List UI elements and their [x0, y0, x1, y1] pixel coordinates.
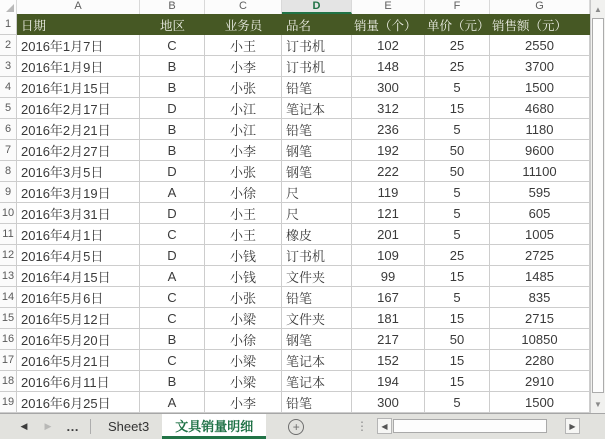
cell[interactable]: 钢笔: [282, 161, 352, 182]
cell[interactable]: B: [140, 329, 205, 350]
cell[interactable]: C: [140, 35, 205, 56]
column-headers: [0, 0, 590, 14]
cell[interactable]: 1500: [490, 77, 590, 98]
cell[interactable]: 钢笔: [282, 329, 352, 350]
cell[interactable]: 15: [425, 266, 490, 287]
row-number[interactable]: 7: [0, 140, 17, 161]
cell[interactable]: D: [140, 161, 205, 182]
cell[interactable]: C: [140, 308, 205, 329]
cell[interactable]: 194: [352, 371, 425, 392]
cell[interactable]: 1485: [490, 266, 590, 287]
cell[interactable]: A: [140, 182, 205, 203]
cell[interactable]: 小江: [205, 119, 282, 140]
header-cell[interactable]: 销售额（元）: [490, 14, 590, 35]
cell[interactable]: 50: [425, 161, 490, 182]
horizontal-scroll-thumb[interactable]: [393, 419, 547, 433]
cell[interactable]: 2016年6月25日: [17, 392, 140, 413]
row-number[interactable]: 18: [0, 371, 17, 392]
table-row: [0, 182, 590, 203]
cell[interactable]: 25: [425, 56, 490, 77]
tab-scrollbar-splitter-handle[interactable]: [358, 415, 366, 437]
cell[interactable]: 2016年3月31日: [17, 203, 140, 224]
cell[interactable]: 119: [352, 182, 425, 203]
tab-nav-right-button[interactable]: [36, 414, 60, 439]
cell[interactable]: 2016年1月7日: [17, 35, 140, 56]
cell[interactable]: 4680: [490, 98, 590, 119]
cell[interactable]: 2280: [490, 350, 590, 371]
tab-stationery-sales-detail[interactable]: 文具销量明细: [162, 414, 266, 439]
cell[interactable]: 订书机: [282, 56, 352, 77]
cell[interactable]: 2016年5月21日: [17, 350, 140, 371]
row-number[interactable]: 15: [0, 308, 17, 329]
header-cell[interactable]: 单价（元）: [425, 14, 490, 35]
tabbar-spacer: [0, 414, 12, 439]
cell[interactable]: 钢笔: [282, 140, 352, 161]
cell[interactable]: 2910: [490, 371, 590, 392]
add-sheet-button[interactable]: [288, 419, 304, 435]
hscroll-right-button[interactable]: [565, 418, 580, 434]
cell[interactable]: 10850: [490, 329, 590, 350]
cell[interactable]: D: [140, 245, 205, 266]
cell[interactable]: C: [140, 287, 205, 308]
cell[interactable]: 25: [425, 245, 490, 266]
cell[interactable]: 铅笔: [282, 287, 352, 308]
cell[interactable]: 50: [425, 329, 490, 350]
cell[interactable]: 小钱: [205, 266, 282, 287]
cell[interactable]: 2016年3月5日: [17, 161, 140, 182]
cell[interactable]: 5: [425, 287, 490, 308]
row-number[interactable]: 1: [0, 14, 17, 35]
cell[interactable]: 小梁: [205, 371, 282, 392]
cell[interactable]: 2016年2月21日: [17, 119, 140, 140]
plus-icon: +: [292, 419, 300, 434]
cell[interactable]: B: [140, 56, 205, 77]
tab-divider: [90, 419, 91, 434]
cell[interactable]: 小张: [205, 161, 282, 182]
cell[interactable]: 小张: [205, 287, 282, 308]
cell[interactable]: B: [140, 140, 205, 161]
cell[interactable]: 1500: [490, 392, 590, 413]
row-number[interactable]: 5: [0, 98, 17, 119]
cell[interactable]: 2725: [490, 245, 590, 266]
cell[interactable]: 312: [352, 98, 425, 119]
cell[interactable]: 5: [425, 224, 490, 245]
cell[interactable]: 152: [352, 350, 425, 371]
cell[interactable]: 3700: [490, 56, 590, 77]
table-row: [0, 56, 590, 77]
row-number[interactable]: 19: [0, 392, 17, 413]
row-number[interactable]: 3: [0, 56, 17, 77]
cell[interactable]: 2016年2月27日: [17, 140, 140, 161]
cell[interactable]: 2016年1月15日: [17, 77, 140, 98]
cell[interactable]: 尺: [282, 182, 352, 203]
cell[interactable]: 605: [490, 203, 590, 224]
cell[interactable]: 181: [352, 308, 425, 329]
left-arrow-icon: ◀: [20, 421, 28, 431]
header-cell[interactable]: 销量（个）: [352, 14, 425, 35]
cell[interactable]: 小李: [205, 140, 282, 161]
cell[interactable]: 2016年2月17日: [17, 98, 140, 119]
cell[interactable]: 小李: [205, 392, 282, 413]
cell[interactable]: 小钱: [205, 245, 282, 266]
row-number[interactable]: 9: [0, 182, 17, 203]
cell[interactable]: 222: [352, 161, 425, 182]
row-number[interactable]: 10: [0, 203, 17, 224]
cell[interactable]: 217: [352, 329, 425, 350]
column-header-E[interactable]: E: [352, 0, 425, 14]
cell[interactable]: 笔记本: [282, 350, 352, 371]
cell[interactable]: C: [140, 224, 205, 245]
vertical-scroll-thumb[interactable]: [592, 18, 604, 393]
cell[interactable]: 15: [425, 98, 490, 119]
cell[interactable]: 2016年1月9日: [17, 56, 140, 77]
cell[interactable]: 15: [425, 308, 490, 329]
cell[interactable]: 铅笔: [282, 77, 352, 98]
up-arrow-icon: ▲: [594, 4, 602, 14]
table-row: [0, 266, 590, 287]
select-all-corner[interactable]: [0, 0, 17, 14]
cell[interactable]: 橡皮: [282, 224, 352, 245]
cell[interactable]: 9600: [490, 140, 590, 161]
row-number[interactable]: 17: [0, 350, 17, 371]
cell[interactable]: 笔记本: [282, 98, 352, 119]
cell[interactable]: 2016年6月11日: [17, 371, 140, 392]
cell[interactable]: 15: [425, 371, 490, 392]
table-row: [0, 140, 590, 161]
column-header-D[interactable]: D: [282, 0, 352, 14]
column-header-G[interactable]: G: [490, 0, 590, 14]
header-cell[interactable]: 地区: [140, 14, 205, 35]
cell[interactable]: 1180: [490, 119, 590, 140]
row-number[interactable]: 16: [0, 329, 17, 350]
cell[interactable]: 2550: [490, 35, 590, 56]
cell[interactable]: 2715: [490, 308, 590, 329]
table-row: [0, 203, 590, 224]
cell[interactable]: 2016年4月15日: [17, 266, 140, 287]
cell[interactable]: 148: [352, 56, 425, 77]
column-header-B[interactable]: B: [140, 0, 205, 14]
row-number[interactable]: 6: [0, 119, 17, 140]
cell[interactable]: C: [140, 350, 205, 371]
cell[interactable]: 99: [352, 266, 425, 287]
row-number[interactable]: 13: [0, 266, 17, 287]
cell[interactable]: 笔记本: [282, 371, 352, 392]
tab-sheet3[interactable]: Sheet3: [108, 419, 150, 434]
cell[interactable]: D: [140, 98, 205, 119]
cell[interactable]: 小王: [205, 224, 282, 245]
cell[interactable]: 5: [425, 119, 490, 140]
row-number[interactable]: 11: [0, 224, 17, 245]
cell[interactable]: 835: [490, 287, 590, 308]
table-row: [0, 161, 590, 182]
cell[interactable]: 铅笔: [282, 392, 352, 413]
cell[interactable]: 11100: [490, 161, 590, 182]
cell[interactable]: A: [140, 392, 205, 413]
cell[interactable]: B: [140, 77, 205, 98]
tab-overflow-button[interactable]: [60, 414, 86, 439]
ellipsis-icon: …: [66, 419, 80, 434]
row-number[interactable]: 4: [0, 77, 17, 98]
cell[interactable]: 109: [352, 245, 425, 266]
cell[interactable]: 文件夹: [282, 308, 352, 329]
cell[interactable]: 2016年5月12日: [17, 308, 140, 329]
row-number[interactable]: 8: [0, 161, 17, 182]
table-row: [0, 371, 590, 392]
splitter-dots-icon: ⋮: [356, 419, 368, 433]
cell[interactable]: 小张: [205, 77, 282, 98]
right-arrow-icon: ▶: [569, 421, 576, 431]
cell[interactable]: 小徐: [205, 182, 282, 203]
table-row: [0, 329, 590, 350]
cell[interactable]: 236: [352, 119, 425, 140]
cell[interactable]: 50: [425, 140, 490, 161]
table-row: [0, 77, 590, 98]
cell[interactable]: 595: [490, 182, 590, 203]
table-row: [0, 287, 590, 308]
cell[interactable]: 1005: [490, 224, 590, 245]
table-row: [0, 350, 590, 371]
cell[interactable]: 300: [352, 392, 425, 413]
hscroll-left-button[interactable]: [377, 418, 392, 434]
table-row: [0, 98, 590, 119]
cell[interactable]: 订书机: [282, 245, 352, 266]
table-row: [0, 392, 590, 413]
cell[interactable]: 2016年3月19日: [17, 182, 140, 203]
row-number[interactable]: 14: [0, 287, 17, 308]
header-cell[interactable]: 品名: [282, 14, 352, 35]
column-header-F[interactable]: F: [425, 0, 490, 14]
cell[interactable]: 192: [352, 140, 425, 161]
cell[interactable]: D: [140, 203, 205, 224]
cell[interactable]: 121: [352, 203, 425, 224]
left-arrow-icon: ◀: [381, 421, 388, 431]
cell[interactable]: 小王: [205, 35, 282, 56]
vertical-scrollbar[interactable]: [590, 0, 605, 413]
cell[interactable]: 小梁: [205, 350, 282, 371]
select-all-triangle-icon: [6, 4, 14, 12]
header-cell[interactable]: 日期: [17, 14, 140, 35]
header-cell[interactable]: 业务员: [205, 14, 282, 35]
cell[interactable]: B: [140, 371, 205, 392]
cell[interactable]: 25: [425, 35, 490, 56]
cell[interactable]: 铅笔: [282, 119, 352, 140]
table-row: [0, 308, 590, 329]
cell[interactable]: B: [140, 119, 205, 140]
table-row: [0, 35, 590, 56]
cell[interactable]: 订书机: [282, 35, 352, 56]
right-arrow-icon: ▶: [44, 421, 52, 431]
cell[interactable]: 文件夹: [282, 266, 352, 287]
table-row: [0, 224, 590, 245]
cell[interactable]: 小王: [205, 203, 282, 224]
cell[interactable]: 2016年4月1日: [17, 224, 140, 245]
cell[interactable]: 2016年4月5日: [17, 245, 140, 266]
cell[interactable]: A: [140, 266, 205, 287]
cell[interactable]: 102: [352, 35, 425, 56]
cell[interactable]: 300: [352, 77, 425, 98]
row-number[interactable]: 12: [0, 245, 17, 266]
row-number[interactable]: 2: [0, 35, 17, 56]
table-row: [0, 119, 590, 140]
cell[interactable]: 小徐: [205, 329, 282, 350]
cell[interactable]: 2016年5月20日: [17, 329, 140, 350]
table-row: [0, 245, 590, 266]
scroll-up-button[interactable]: [591, 1, 605, 17]
header-row: [0, 14, 590, 35]
cell[interactable]: 201: [352, 224, 425, 245]
cell[interactable]: 小李: [205, 56, 282, 77]
grid-body: [0, 14, 590, 413]
cell[interactable]: 5: [425, 182, 490, 203]
cell[interactable]: 5: [425, 392, 490, 413]
cell[interactable]: 15: [425, 350, 490, 371]
tab-nav-left-button[interactable]: [12, 414, 36, 439]
column-header-A[interactable]: A: [17, 0, 140, 14]
cell[interactable]: 167: [352, 287, 425, 308]
cell[interactable]: 小江: [205, 98, 282, 119]
cell[interactable]: 小梁: [205, 308, 282, 329]
column-header-C[interactable]: C: [205, 0, 282, 14]
cell[interactable]: 2016年5月6日: [17, 287, 140, 308]
down-arrow-icon: ▼: [594, 399, 602, 409]
cell[interactable]: 5: [425, 77, 490, 98]
cell[interactable]: 尺: [282, 203, 352, 224]
scroll-down-button[interactable]: [591, 396, 605, 412]
cell[interactable]: 5: [425, 203, 490, 224]
